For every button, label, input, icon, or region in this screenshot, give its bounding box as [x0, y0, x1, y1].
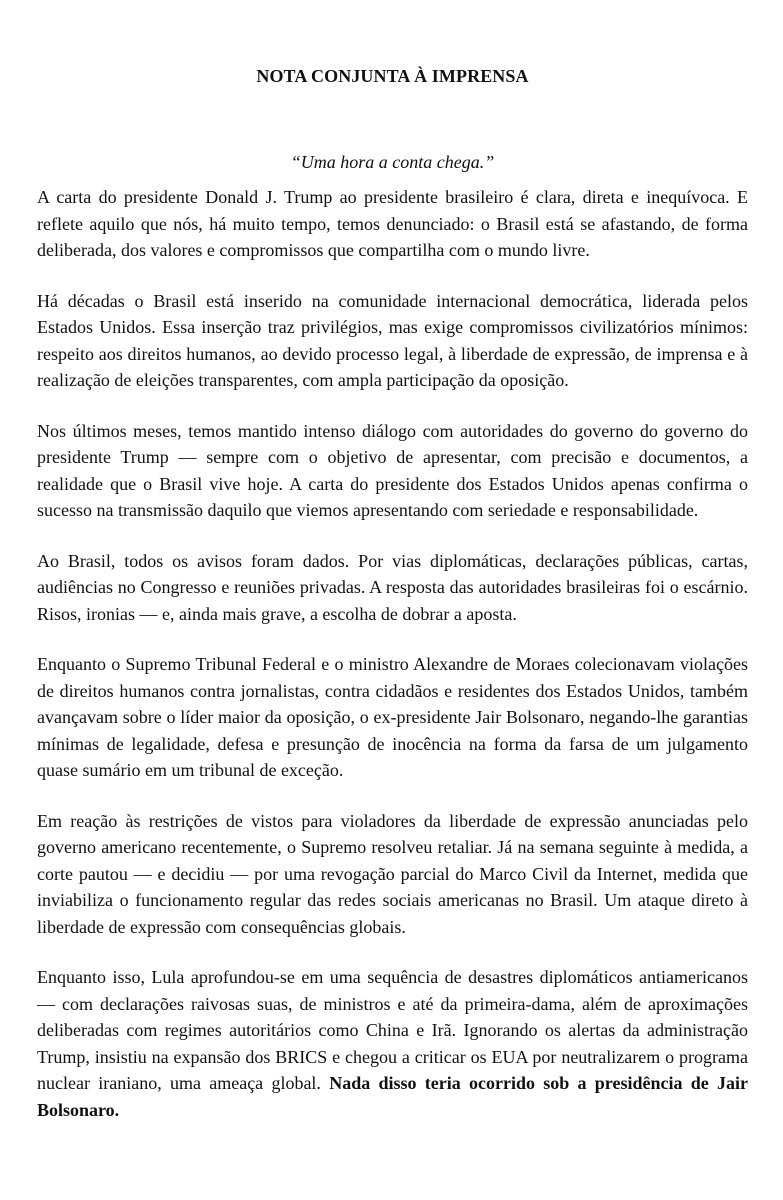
- paragraph-2: Há décadas o Brasil está inserido na comunidade internacional democrática, liderada pelos Estados Unidos. Essa inserção traz privilégios, mas exige compromissos civilizatórios mínimos: respeito aos direitos humanos, ao devido processo legal, à liberdade de expressão, de imprensa e à realização de eleições transparentes, com ampla participação da oposição.: [37, 290, 748, 390]
- paragraph-3: Nos últimos meses, temos mantido intenso diálogo com autoridades do governo do governo do presidente Trump — sempre com o objetivo de apresentar, com precisão e documentos, a realidade que o Brasil vive hoje. A carta do presidente dos Estados Unidos apenas confirma o sucesso na transmissão daquilo que viemos apresentando com seriedade e responsabilidade.: [37, 420, 748, 520]
- paragraph-4: Ao Brasil, todos os avisos foram dados. Por vias diplomáticas, declarações públicas, cartas, audiências no Congresso e reuniões privadas. A resposta das autoridades brasileiras foi o escárnio. Risos, ironias — e, ainda mais grave, a escolha de dobrar a aposta.: [37, 550, 748, 624]
- paragraph-7: [37, 964, 748, 1123]
- document-title: NOTA CONJUNTA À IMPRENSA: [256, 66, 529, 86]
- paragraph-6: Em reação às restrições de vistos para violadores da liberdade de expressão anunciadas pelo governo americano recentemente, o Supremo resolveu retaliar. Já na semana seguinte à medida, a corte pautou — e decidiu — por uma revogação parcial do Marco Civil da Internet, medida que inviabiliza o funcionamento regular das redes sociais americanas no Brasil. Um ataque direto à liberdade de expressão com consequências globais.: [37, 810, 748, 937]
- epigraph-quote: “Uma hora a conta chega.”: [290, 152, 495, 172]
- paragraph-5: Enquanto o Supremo Tribunal Federal e o ministro Alexandre de Moraes colecionavam violações de direitos humanos contra jornalistas, contra cidadãos e residentes dos Estados Unidos, também avançavam sobre o líder maior da oposição, o ex-presidente Jair Bolsonaro, negando-lhe garantias mínimas de legalidade, defesa e presunção de inocência na forma da farsa de um julgamento quase sumário em um tribunal de exceção.: [37, 654, 748, 780]
- document-body: [37, 184, 748, 1123]
- paragraph-1: A carta do presidente Donald J. Trump ao presidente brasileiro é clara, direta e inequívoca. E reflete aquilo que nós, há muito tempo, temos denunciado: o Brasil está se afastando, de forma deliberada, dos valores e compromissos que compartilha com o mundo livre.: [37, 187, 748, 260]
- paragraph-7-text: Enquanto isso, Lula aprofundou-se em uma sequência de desastres diplomáticos antiamericanos — com declarações raivosas suas, de ministros e até da primeira-dama, além de aproximações deliberadas com regimes autoritários como China e Irã. Ignorando os alertas da administração Trump, insistiu na expansão dos BRICS e chegou a criticar os EUA por neutralizarem o programa nuclear iraniano, uma ameaça global.: [37, 967, 748, 1093]
- paragraph-7-bold-conclusion: Nada disso teria ocorrido sob a presidência de Jair Bolsonaro.: [37, 1073, 748, 1120]
